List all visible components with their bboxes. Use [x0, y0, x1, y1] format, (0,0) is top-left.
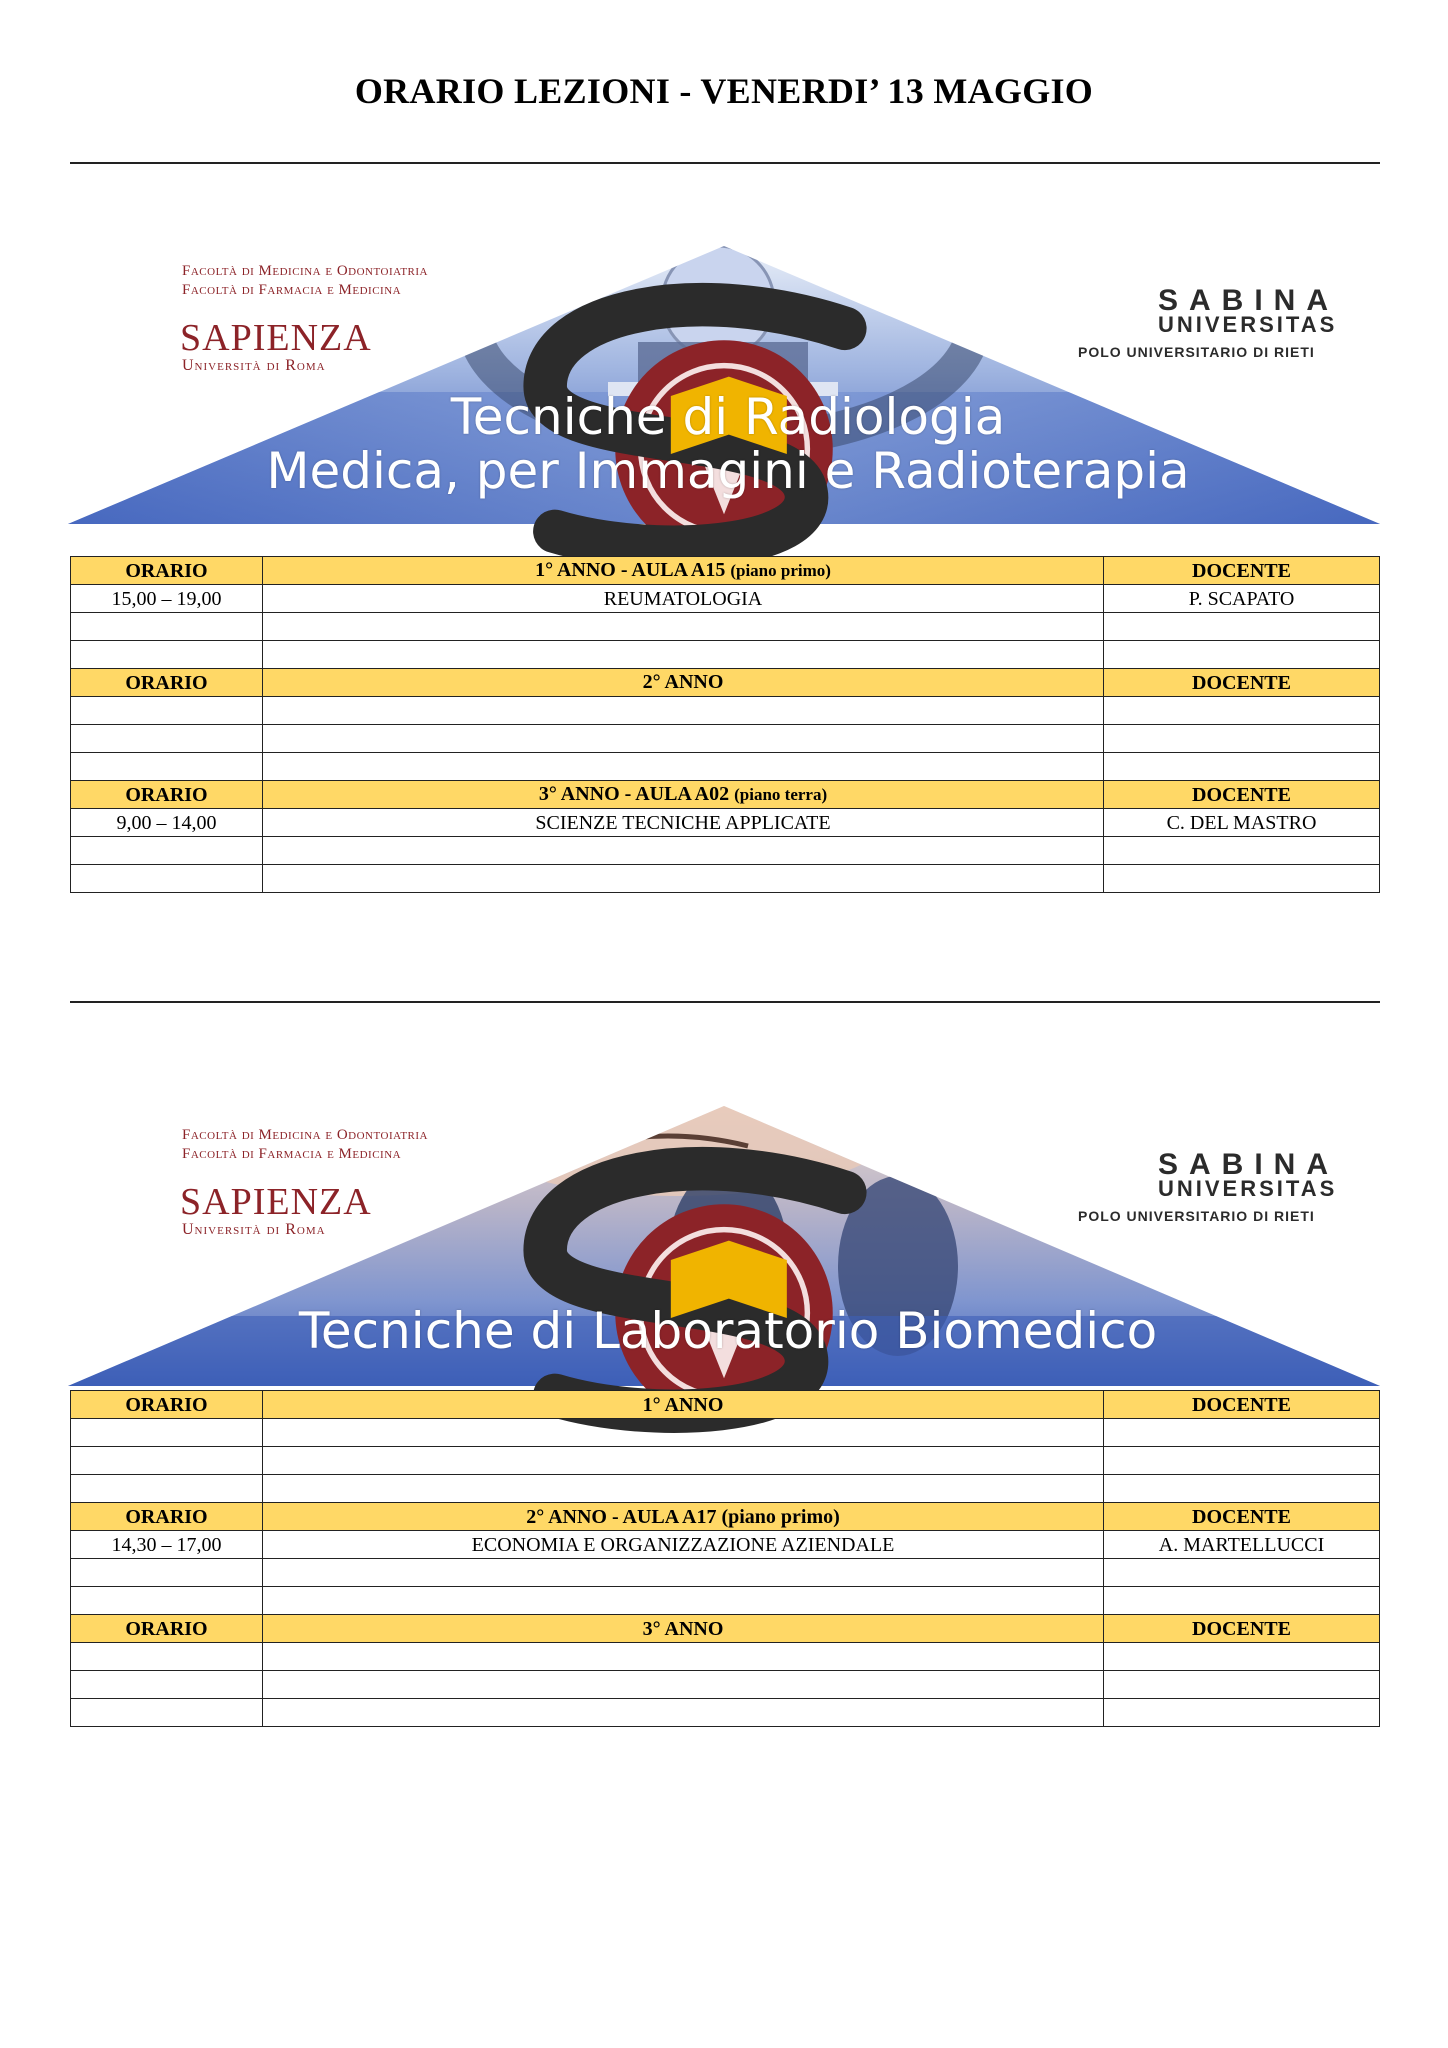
col-time-header: ORARIO: [71, 669, 263, 697]
year-header: 3° ANNO - AULA A02 (piano terra): [263, 781, 1104, 809]
sabina-name: SABINA: [1158, 1148, 1340, 1181]
teacher-cell: [1104, 1699, 1380, 1727]
subject-cell: [263, 613, 1104, 641]
teacher-cell: [1104, 1671, 1380, 1699]
subject-cell: [263, 1699, 1104, 1727]
table-row: [71, 1643, 1380, 1671]
time-cell: [71, 1699, 263, 1727]
year-header: 2° ANNO - AULA A17 (piano primo): [263, 1503, 1104, 1531]
time-cell: [71, 1447, 263, 1475]
time-cell: 9,00 – 14,00: [71, 809, 263, 837]
col-time-header: ORARIO: [71, 1391, 263, 1419]
subject-cell: [263, 1559, 1104, 1587]
sapienza-name: SAPIENZA: [180, 317, 372, 359]
faculty-line-2: Facoltà di Farmacia e Medicina: [182, 282, 402, 298]
faculty-line-2: Facoltà di Farmacia e Medicina: [182, 1146, 402, 1162]
teacher-cell: C. DEL MASTRO: [1104, 809, 1380, 837]
table-row: [71, 1447, 1380, 1475]
teacher-cell: [1104, 753, 1380, 781]
teacher-cell: [1104, 865, 1380, 893]
time-cell: [71, 1587, 263, 1615]
teacher-cell: [1104, 1587, 1380, 1615]
time-cell: [71, 1643, 263, 1671]
col-teacher-header: DOCENTE: [1104, 669, 1380, 697]
time-cell: [71, 613, 263, 641]
subject-cell: [263, 1671, 1104, 1699]
year-header: 1° ANNO - AULA A15 (piano primo): [263, 557, 1104, 585]
subject-cell: [263, 725, 1104, 753]
subject-cell: [263, 1447, 1104, 1475]
subject-cell: ECONOMIA E ORGANIZZAZIONE AZIENDALE: [263, 1531, 1104, 1559]
sabina-polo: POLO UNIVERSITARIO DI RIETI: [1078, 1208, 1315, 1224]
course-title-laboratory: [228, 1304, 1228, 1358]
table-row: [71, 613, 1380, 641]
table-row: [71, 1531, 1380, 1559]
time-cell: 15,00 – 19,00: [71, 585, 263, 613]
table-row: [71, 753, 1380, 781]
year-header: 3° ANNO: [263, 1615, 1104, 1643]
banner-laboratory: [68, 1106, 1380, 1396]
table-row: [71, 641, 1380, 669]
teacher-cell: A. MARTELLUCCI: [1104, 1531, 1380, 1559]
teacher-cell: [1104, 697, 1380, 725]
col-teacher-header: DOCENTE: [1104, 1503, 1380, 1531]
table-row: [71, 697, 1380, 725]
schedule-table-laboratory: [70, 1390, 1380, 1727]
time-cell: [71, 753, 263, 781]
teacher-cell: [1104, 1559, 1380, 1587]
subject-cell: [263, 865, 1104, 893]
top-divider: [70, 162, 1380, 164]
subject-cell: [263, 1419, 1104, 1447]
subject-cell: [263, 837, 1104, 865]
col-teacher-header: DOCENTE: [1104, 1391, 1380, 1419]
table-row: [71, 1419, 1380, 1447]
table-row: [71, 725, 1380, 753]
table-row: [71, 1559, 1380, 1587]
banner-radiology: [68, 242, 1380, 532]
time-cell: [71, 837, 263, 865]
time-cell: 14,30 – 17,00: [71, 1531, 263, 1559]
subject-cell: [263, 1643, 1104, 1671]
table-row: [71, 837, 1380, 865]
teacher-cell: [1104, 1643, 1380, 1671]
table-header-row: [71, 781, 1380, 809]
sabina-subtitle: UNIVERSITAS: [1158, 1176, 1338, 1201]
year-header: 1° ANNO: [263, 1391, 1104, 1419]
subject-cell: [263, 1475, 1104, 1503]
time-cell: [71, 641, 263, 669]
col-teacher-header: DOCENTE: [1104, 781, 1380, 809]
year-header: 2° ANNO: [263, 669, 1104, 697]
time-cell: [71, 1559, 263, 1587]
sapienza-name: SAPIENZA: [180, 1181, 372, 1223]
subject-cell: [263, 753, 1104, 781]
subject-cell: REUMATOLOGIA: [263, 585, 1104, 613]
course-title-line-1: Tecniche di Laboratorio Biomedico: [298, 1302, 1158, 1360]
faculty-line-1: Facoltà di Medicina e Odontoiatria: [182, 1127, 428, 1143]
course-title-radiology: [238, 390, 1218, 498]
time-cell: [71, 865, 263, 893]
table-header-row: [71, 669, 1380, 697]
teacher-cell: [1104, 1475, 1380, 1503]
subject-cell: [263, 641, 1104, 669]
col-time-header: ORARIO: [71, 1615, 263, 1643]
table-row: [71, 1587, 1380, 1615]
table-row: [71, 1475, 1380, 1503]
teacher-cell: P. SCAPATO: [1104, 585, 1380, 613]
teacher-cell: [1104, 725, 1380, 753]
table-header-row: [71, 1391, 1380, 1419]
time-cell: [71, 697, 263, 725]
sabina-polo: POLO UNIVERSITARIO DI RIETI: [1078, 344, 1315, 360]
time-cell: [71, 1475, 263, 1503]
time-cell: [71, 1419, 263, 1447]
subject-cell: [263, 1587, 1104, 1615]
table-row: [71, 865, 1380, 893]
table-row: [71, 585, 1380, 613]
col-time-header: ORARIO: [71, 557, 263, 585]
course-title-line-2: Medica, per Immagini e Radioterapia: [266, 442, 1190, 500]
table-row: [71, 809, 1380, 837]
col-teacher-header: DOCENTE: [1104, 557, 1380, 585]
time-cell: [71, 1671, 263, 1699]
col-time-header: ORARIO: [71, 781, 263, 809]
table-header-row: [71, 1615, 1380, 1643]
page-title: ORARIO LEZIONI - VENERDI’ 13 MAGGIO: [354, 71, 1094, 111]
table-header-row: [71, 1503, 1380, 1531]
course-title-line-1: Tecniche di Radiologia: [450, 388, 1006, 446]
table-header-row: [71, 557, 1380, 585]
middle-divider: [70, 1001, 1380, 1003]
teacher-cell: [1104, 1419, 1380, 1447]
faculty-line-1: Facoltà di Medicina e Odontoiatria: [182, 263, 428, 279]
col-teacher-header: DOCENTE: [1104, 1615, 1380, 1643]
teacher-cell: [1104, 613, 1380, 641]
sabina-subtitle: UNIVERSITAS: [1158, 312, 1338, 337]
sabina-name: SABINA: [1158, 284, 1340, 317]
sapienza-subtitle: Università di Roma: [182, 357, 326, 374]
teacher-cell: [1104, 837, 1380, 865]
time-cell: [71, 725, 263, 753]
subject-cell: SCIENZE TECNICHE APPLICATE: [263, 809, 1104, 837]
sapienza-subtitle: Università di Roma: [182, 1221, 326, 1238]
table-row: [71, 1699, 1380, 1727]
teacher-cell: [1104, 641, 1380, 669]
teacher-cell: [1104, 1447, 1380, 1475]
col-time-header: ORARIO: [71, 1503, 263, 1531]
subject-cell: [263, 697, 1104, 725]
schedule-table-radiology: [70, 556, 1380, 893]
table-row: [71, 1671, 1380, 1699]
